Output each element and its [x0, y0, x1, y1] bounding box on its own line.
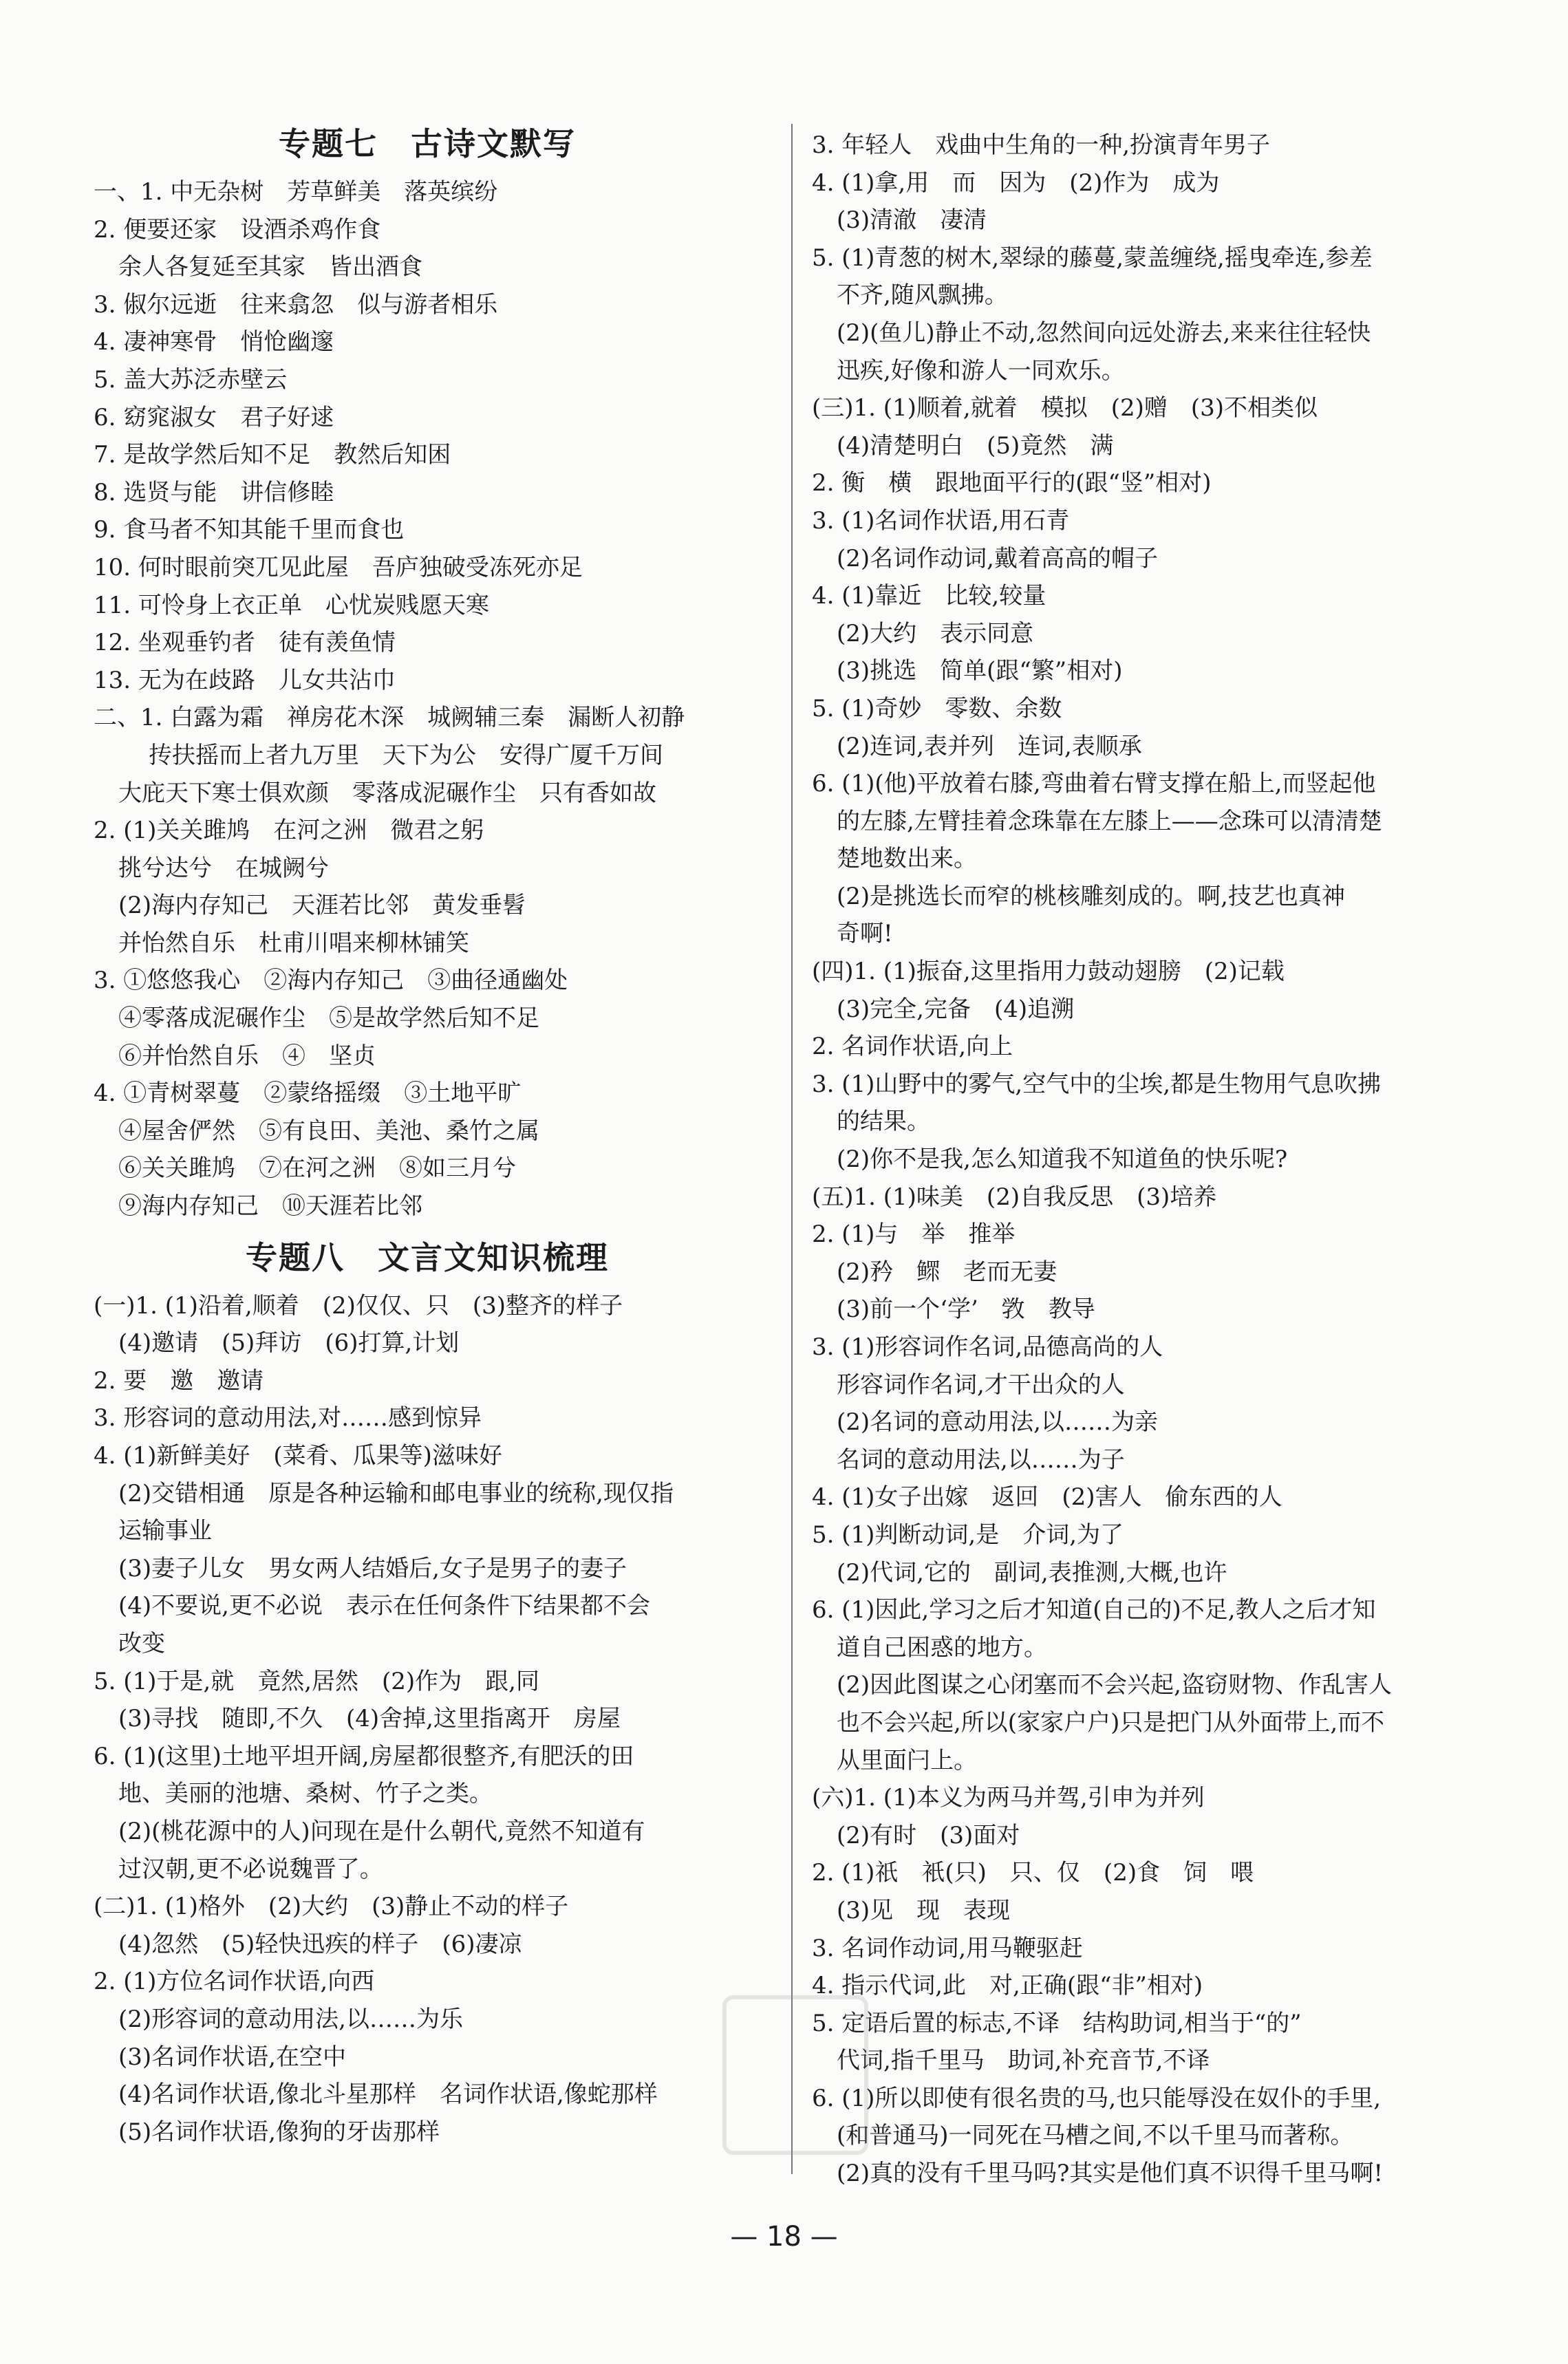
answer-line: 2. (1)方位名词作状语,向西 [94, 1968, 375, 1996]
answer-line: (2)连词,表并列 连词,表顺承 [837, 732, 1142, 760]
answer-line: 形容词作名词,才干出众的人 [837, 1371, 1125, 1399]
answer-line: 大庇天下寒士俱欢颜 零落成泥碾作尘 只有香如故 [118, 779, 656, 807]
answer-line: (4)清楚明白 (5)竟然 满 [837, 431, 1114, 460]
answer-line: 10. 何时眼前突兀见此屋 吾庐独破受冻死亦足 [94, 553, 583, 581]
answer-line: 9. 食马者不知其能千里而食也 [94, 516, 405, 544]
answer-line: 代词,指千里马 助词,补充音节,不译 [837, 2047, 1210, 2075]
answer-line: 从里面闩上。 [837, 1746, 977, 1774]
answer-line: 5. (1)判断动词,是 介词,为了 [812, 1521, 1124, 1549]
page-number: — 18 — [730, 2221, 838, 2253]
answer-line: (二)1. (1)格外 (2)大约 (3)静止不动的样子 [94, 1893, 569, 1921]
answer-line: 3. ①悠悠我心 ②海内存知己 ③曲径通幽处 [94, 967, 568, 995]
answer-line: (3)见 现 表现 [837, 1896, 1011, 1924]
answer-line: 4. 指示代词,此 对,正确(跟“非”相对) [812, 1972, 1203, 2000]
answer-line: (四)1. (1)振奋,这里指用力鼓动翅膀 (2)记载 [812, 958, 1285, 986]
answer-line: ④屋舍俨然 ⑤有良田、美池、桑竹之属 [118, 1117, 539, 1145]
answer-line: 改变 [118, 1629, 165, 1657]
answer-line: (4)名词作状语,像北斗星那样 名词作状语,像蛇那样 [118, 2081, 658, 2109]
answer-line: 不齐,随风飘拂。 [837, 281, 1008, 310]
answer-line: 道自己困惑的地方。 [837, 1633, 1047, 1662]
answer-line: (3)完全,完备 (4)追溯 [837, 995, 1075, 1023]
answer-line: 2. 名词作状语,向上 [812, 1033, 1013, 1061]
answer-line: ⑨海内存知己 ⑩天涯若比邻 [118, 1192, 422, 1221]
answer-line: 余人各复延至其家 皆出酒食 [118, 253, 422, 281]
answer-line: 5. (1)奇妙 零数、余数 [812, 694, 1062, 722]
answer-line: (2)是挑选长而窄的桃核雕刻成的。啊,技艺也真神 [837, 882, 1345, 910]
stamp-graphic [722, 1995, 868, 2155]
answer-line: 运输事业 [118, 1517, 212, 1545]
section-8-title: 专题八 文言文知识梳理 [246, 1238, 609, 1276]
answer-line: 3. 名词作动词,用马鞭驱赶 [812, 1934, 1084, 1962]
answer-line: (2)大约 表示同意 [837, 619, 1034, 647]
answer-line: 13. 无为在歧路 儿女共沾巾 [94, 666, 396, 694]
answer-line: 的结果。 [837, 1108, 930, 1136]
answer-line: 抟扶摇而上者九万里 天下为公 安得广厦千万间 [149, 741, 663, 769]
answer-line: 5. 盖大苏泛赤壁云 [94, 365, 288, 394]
answer-line: (2)你不是我,怎么知道我不知道鱼的快乐呢? [837, 1146, 1288, 1174]
answer-line: (3)清澈 凄清 [837, 206, 987, 235]
answer-line: (和普通马)一同死在马槽之间,不以千里马而著称。 [837, 2122, 1354, 2150]
section-7-title: 专题七 古诗文默写 [279, 125, 576, 162]
answer-line: (2)因此图谋之心闭塞而不会兴起,盗窃财物、作乱害人 [837, 1671, 1392, 1699]
answer-line: (2)(鱼儿)静止不动,忽然间向远处游去,来来往往轻快 [837, 319, 1371, 347]
answer-line: 3. (1)名词作状语,用石青 [812, 506, 1070, 535]
answer-line: 4. ①青树翠蔓 ②蒙络摇缀 ③土地平旷 [94, 1079, 522, 1108]
answer-line: (3)前一个‘学’ 敩 教导 [837, 1296, 1095, 1324]
answer-line: 名词的意动用法,以……为子 [837, 1446, 1125, 1474]
answer-line: (2)形容词的意动用法,以……为乐 [118, 2005, 463, 2033]
answer-line: 楚地数出来。 [837, 845, 977, 873]
answer-line: 12. 坐观垂钓者 徒有羡鱼情 [94, 629, 396, 657]
answer-line: 二、1. 白露为霜 禅房花木深 城阙辅三秦 漏断人初静 [94, 704, 685, 732]
right-column-body [812, 127, 1479, 2193]
answer-line: (4)邀请 (5)拜访 (6)打算,计划 [118, 1329, 460, 1357]
answer-line: 的左膝,左臂挂着念珠靠在左膝上——念珠可以清清楚 [837, 807, 1382, 835]
answer-line: 4. (1)靠近 比较,较量 [812, 582, 1046, 610]
answer-line: 奇啊! [837, 920, 893, 948]
answer-line: 7. 是故学然后知不足 教然后知困 [94, 441, 451, 469]
answer-line: 4. (1)女子出嫁 返回 (2)害人 偷东西的人 [812, 1483, 1282, 1512]
right-column [812, 127, 1479, 2193]
answer-line: 3. 年轻人 戏曲中生角的一种,扮演青年男子 [812, 131, 1271, 159]
answer-line: 挑兮达兮 在城阙兮 [118, 854, 329, 882]
answer-line: 迅疾,好像和游人一同欢乐。 [837, 356, 1125, 385]
column-divider [791, 124, 793, 2174]
answer-line: ⑥并怡然自乐 ④ 坚贞 [118, 1042, 376, 1070]
answer-line: (2)矜 鳏 老而无妻 [837, 1258, 1057, 1286]
answer-line: 5. 定语后置的标志,不译 结构助词,相当于“的” [812, 2009, 1302, 2037]
answer-line: (六)1. (1)本义为两马并驾,引申为并列 [812, 1784, 1205, 1812]
answer-line: 11. 可怜身上衣正单 心忧炭贱愿天寒 [94, 591, 489, 619]
answer-line: 过汉朝,更不必说魏晋了。 [118, 1855, 383, 1883]
answer-line: (三)1. (1)顺着,就着 模拟 (2)赠 (3)不相类似 [812, 394, 1318, 422]
answer-line: 2. 便要还家 设酒杀鸡作食 [94, 215, 381, 244]
section-7-body [94, 173, 761, 1225]
answer-line: 4. (1)新鲜美好 (菜肴、瓜果等)滋味好 [94, 1442, 502, 1470]
answer-line: 5. (1)于是,就 竟然,居然 (2)作为 跟,同 [94, 1667, 539, 1695]
answer-line: (3)名词作状语,在空中 [118, 2043, 346, 2071]
answer-line: (5)名词作状语,像狗的牙齿那样 [118, 2118, 440, 2146]
answer-line: (2)(桃花源中的人)问现在是什么朝代,竟然不知道有 [118, 1817, 645, 1845]
answer-line: 4. 凄神寒骨 悄怆幽邃 [94, 328, 334, 356]
left-column [94, 117, 761, 2151]
answer-line: (4)不要说,更不必说 表示在任何条件下结果都不会 [118, 1592, 650, 1620]
answer-line: 4. (1)拿,用 而 因为 (2)作为 成为 [812, 169, 1220, 197]
answer-line: 一、1. 中无杂树 芳草鲜美 落英缤纷 [94, 178, 498, 206]
answer-line: (3)寻找 随即,不久 (4)舍掉,这里指离开 房屋 [118, 1705, 621, 1733]
answer-line: (五)1. (1)味美 (2)自我反思 (3)培养 [812, 1183, 1217, 1211]
answer-line: 2. (1)祇 衹(只) 只、仅 (2)食 饲 喂 [812, 1859, 1254, 1887]
answer-line: 3. (1)山野中的雾气,空气中的尘埃,都是生物用气息吹拂 [812, 1070, 1382, 1098]
answer-line: ④零落成泥碾作尘 ⑤是故学然后知不足 [118, 1004, 539, 1033]
answer-line: 3. (1)形容词作名词,品德高尚的人 [812, 1333, 1163, 1361]
answer-line: 8. 选贤与能 讲信修睦 [94, 478, 334, 506]
answer-line: 并怡然自乐 杜甫川唱来柳林铺笑 [118, 929, 469, 957]
answer-line: ⑥关关雎鸠 ⑦在河之洲 ⑧如三月兮 [118, 1154, 516, 1183]
answer-line: (3)挑选 简单(跟“繁”相对) [837, 657, 1123, 685]
answer-line: 2. 要 邀 邀请 [94, 1366, 264, 1395]
answer-line: (4)忽然 (5)轻快迅疾的样子 (6)凄凉 [118, 1930, 522, 1958]
answer-line: (2)真的没有千里马吗?其实是他们真不识得千里马啊! [837, 2160, 1384, 2188]
answer-line: 3. 形容词的意动用法,对……感到惊异 [94, 1404, 482, 1432]
answer-line: (2)名词的意动用法,以……为亲 [837, 1408, 1158, 1437]
answer-line: 地、美丽的池塘、桑树、竹子之类。 [118, 1780, 493, 1808]
answer-line: 也不会兴起,所以(家家户户)只是把门从外面带上,而不 [837, 1708, 1385, 1737]
answer-line: 6. (1)(他)平放着右膝,弯曲着右臂支撑在船上,而竖起他 [812, 770, 1376, 798]
answer-line: 3. 俶尔远逝 往来翕忽 似与游者相乐 [94, 290, 498, 319]
answer-line: 6. (1)所以即使有很名贵的马,也只能辱没在奴仆的手里, [812, 2084, 1382, 2112]
answer-line: 6. (1)因此,学习之后才知道(自己的)不足,教人之后才知 [812, 1596, 1376, 1624]
answer-line: (3)妻子儿女 男女两人结婚后,女子是男子的妻子 [118, 1554, 627, 1582]
answer-line: (2)海内存知己 天涯若比邻 黄发垂髫 [118, 892, 526, 920]
answer-line: (2)名词作动词,戴着高高的帽子 [837, 544, 1158, 572]
answer-line: (2)有时 (3)面对 [837, 1821, 1020, 1849]
answer-line: 6. (1)(这里)土地平坦开阔,房屋都很整齐,有肥沃的田 [94, 1742, 634, 1770]
section-8-body [94, 1287, 761, 2151]
answer-line: 5. (1)青葱的树木,翠绿的藤蔓,蒙盖缠绕,摇曳牵连,参差 [812, 244, 1373, 272]
answer-line: (2)代词,它的 副词,表推测,大概,也许 [837, 1558, 1227, 1587]
answer-line: 2. (1)与 举 推举 [812, 1221, 1016, 1249]
answer-line: 6. 窈窕淑女 君子好逑 [94, 403, 334, 431]
answer-line: (一)1. (1)沿着,顺着 (2)仅仅、只 (3)整齐的样子 [94, 1291, 623, 1320]
answer-line: (2)交错相通 原是各种运输和邮电事业的统称,现仅指 [118, 1479, 674, 1507]
answer-line: 2. (1)关关雎鸠 在河之洲 微君之躬 [94, 817, 484, 845]
answer-line: 2. 衡 横 跟地面平行的(跟“竖”相对) [812, 469, 1212, 497]
